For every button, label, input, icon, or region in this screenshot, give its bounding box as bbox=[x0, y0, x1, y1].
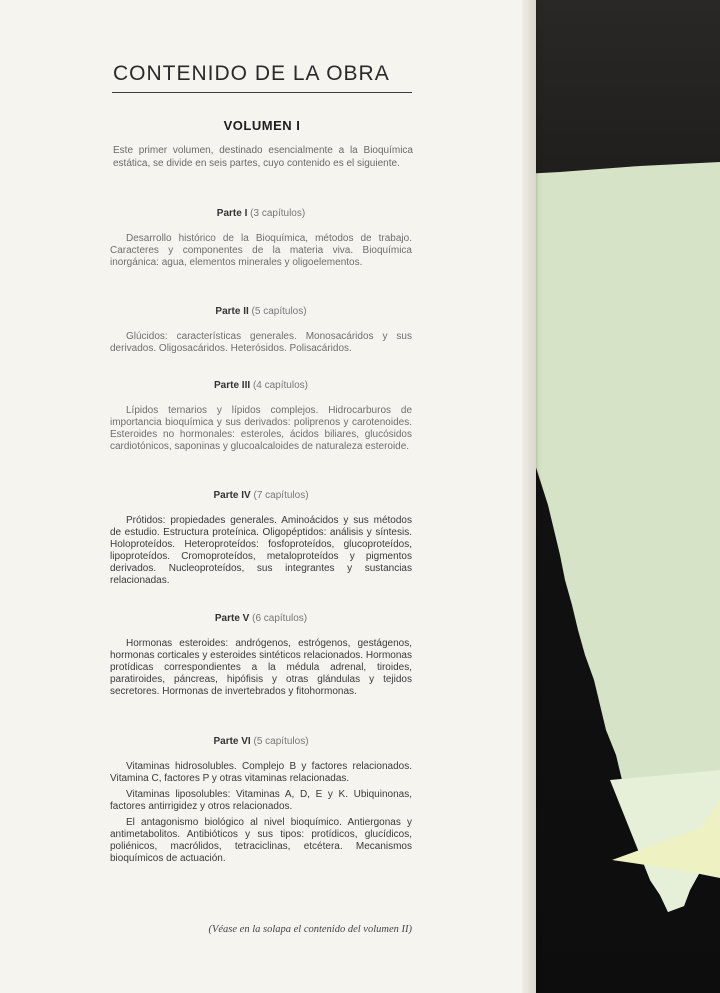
volume-intro: Este primer volumen, destinado esencialmente a la Bioquímica estática, se divide en seis partes, cuyo contenido es el siguiente. bbox=[113, 145, 413, 169]
part-heading bbox=[110, 736, 412, 747]
part-heading bbox=[110, 490, 412, 501]
part-chapters: (3 capítulos) bbox=[250, 208, 306, 219]
part-description: Desarrollo histórico de la Bioquímica, métodos de trabajo. Caracteres y componentes de la materia viva. Bioquímica inorgánica: agua, elementos minerales y oligoelementos. bbox=[110, 233, 412, 268]
part-label: Parte II bbox=[215, 306, 249, 317]
part-chapters: (4 capítulos) bbox=[252, 380, 308, 391]
volume-heading: VOLUMEN I bbox=[223, 118, 301, 133]
part-description: Lípidos ternarios y lípidos complejos. Hidrocarburos de importancia bioquímica y sus derivados: poliprenos y carotenoides. Esteroides no hormonales: esteroles, ácidos biliares, glucósidos cardiotónicos, saponinas y glucoalcaloides de naturaleza esteroide. bbox=[110, 405, 412, 452]
part-label: Parte VI bbox=[213, 736, 251, 747]
paper-edge bbox=[522, 0, 536, 993]
part-paragraph: El antagonismo biológico al nivel bioquímico. Antiergonas y antimetabolitos. Antibióticos y sus tipos: protídicos, glucídicos, poliénicos, macrólidos, tetraciclinas, etcétera. Mecanismos bioquímicos de actuación. bbox=[110, 817, 412, 864]
part-section bbox=[110, 736, 412, 865]
part-section bbox=[110, 208, 412, 269]
part-description: Prótidos: propiedades generales. Aminoácidos y sus métodos de estudio. Estructura proteínica. Oligopéptidos: análisis y síntesis. Holoproteídos. Heteroproteídos: fosfoproteídos, glucoproteídos, lipoproteídos. Cromoproteídos, metaloproteídos y pigmentos derivados. Nucleoproteídos, sus integrantes y sustancias relacionadas. bbox=[110, 515, 412, 586]
part-heading bbox=[110, 306, 412, 317]
part-paragraph: Vitaminas liposolubles: Vitaminas A, D, E y K. Ubiquinonas, factores antirrigidez y otros relacionados. bbox=[110, 789, 412, 812]
part-label: Parte V bbox=[214, 613, 250, 624]
part-paragraph: Vitaminas hidrosolubles. Complejo B y factores relacionados. Vitamina C, factores P y otras vitaminas relacionadas. bbox=[110, 761, 412, 784]
part-section bbox=[110, 490, 412, 587]
part-label: Parte I bbox=[216, 208, 248, 219]
part-section bbox=[110, 380, 412, 453]
part-chapters: (7 capítulos) bbox=[253, 490, 309, 501]
part-heading bbox=[110, 380, 412, 391]
part-label: Parte IV bbox=[213, 490, 251, 501]
part-label: Parte III bbox=[214, 380, 251, 391]
part-chapters: (5 capítulos) bbox=[251, 306, 307, 317]
part-description: Glúcidos: características generales. Monosacáridos y sus derivados. Oligosacáridos. Heterósidos. Polisacáridos. bbox=[110, 331, 412, 354]
part-chapters: (5 capítulos) bbox=[253, 736, 309, 747]
part-section bbox=[110, 613, 412, 698]
part-heading bbox=[110, 208, 412, 219]
part-description: Hormonas esteroides: andrógenos, estrógenos, gestágenos, hormonas corticales y esteroides sintéticos relacionados. Hormonas protídicas correspondientes a la médula adrenal, tiroides, paratiroides, páncreas, hipófisis y otras glándulas y tejidos secretores. Hormonas de invertebrados y fitohormonas. bbox=[110, 638, 412, 697]
title-underline bbox=[112, 92, 412, 93]
part-heading bbox=[110, 613, 412, 624]
part-chapters: (6 capítulos) bbox=[252, 613, 308, 624]
part-section bbox=[110, 306, 412, 355]
footer-note: (Véase en la solapa el contenido del volumen II) bbox=[208, 924, 412, 935]
page-title: CONTENIDO DE LA OBRA bbox=[113, 62, 390, 85]
